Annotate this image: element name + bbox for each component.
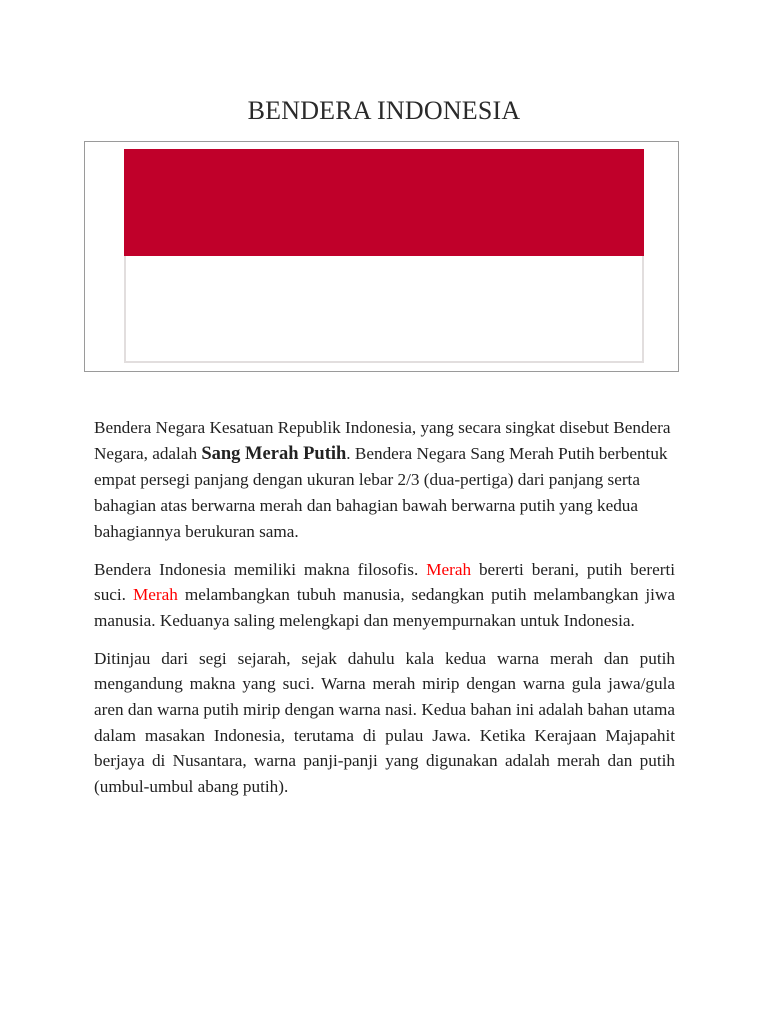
highlight-merah: Merah xyxy=(426,559,472,579)
paragraph-text: Bendera Indonesia memiliki makna filosofis. xyxy=(94,559,427,579)
flag-red-band xyxy=(124,149,644,256)
flag-image-frame xyxy=(84,141,679,372)
page-title: BENDERA INDONESIA xyxy=(247,96,521,125)
bold-term-sang-merah-putih: Sang Merah Putih xyxy=(201,443,347,464)
paragraph-text: . Bendera Negara Sang Merah Putih berbentuk empat persegi panjang dengan ukuran lebar 2/3 (dua-pertiga) dari panjang serta bahagian atas berwarna merah dan bahagian bawah berwarna putih yang kedua bahagiannya berukuran sama. xyxy=(94,443,668,541)
paragraph-history: Ditinjau dari segi sejarah, sejak dahulu kala kedua warna merah dan putih mengandung makna yang suci. Warna merah mirip dengan warna gula jawa/gula aren dan warna putih mirip dengan warna nasi. Kedua bahan ini adalah bahan utama dalam masakan Indonesia, terutama di pulau Jawa. Ketika Kerajaan Majapahit berjaya di Nusantara, warna panji-panji yang digunakan adalah merah dan putih (umbul-umbul abang putih). xyxy=(94,648,675,797)
highlight-merah: Merah xyxy=(132,585,178,605)
document-body xyxy=(94,415,675,812)
paragraph-philosophy xyxy=(94,557,675,634)
paragraph-text: melambangkan tubuh manusia, sedangkan putih melambangkan jiwa manusia. Keduanya saling melengkapi dan menyempurnakan untuk Indonesia. xyxy=(94,585,676,630)
paragraph-text: bererti berani, putih bererti suci. xyxy=(94,559,675,605)
indonesian-flag-image xyxy=(124,149,644,363)
paragraph-text: Bendera Negara Kesatuan Republik Indonesia, yang secara singkat disebut Bendera Negara, adalah xyxy=(94,418,671,463)
paragraph-definition xyxy=(94,415,675,545)
flag-white-band xyxy=(124,256,644,363)
